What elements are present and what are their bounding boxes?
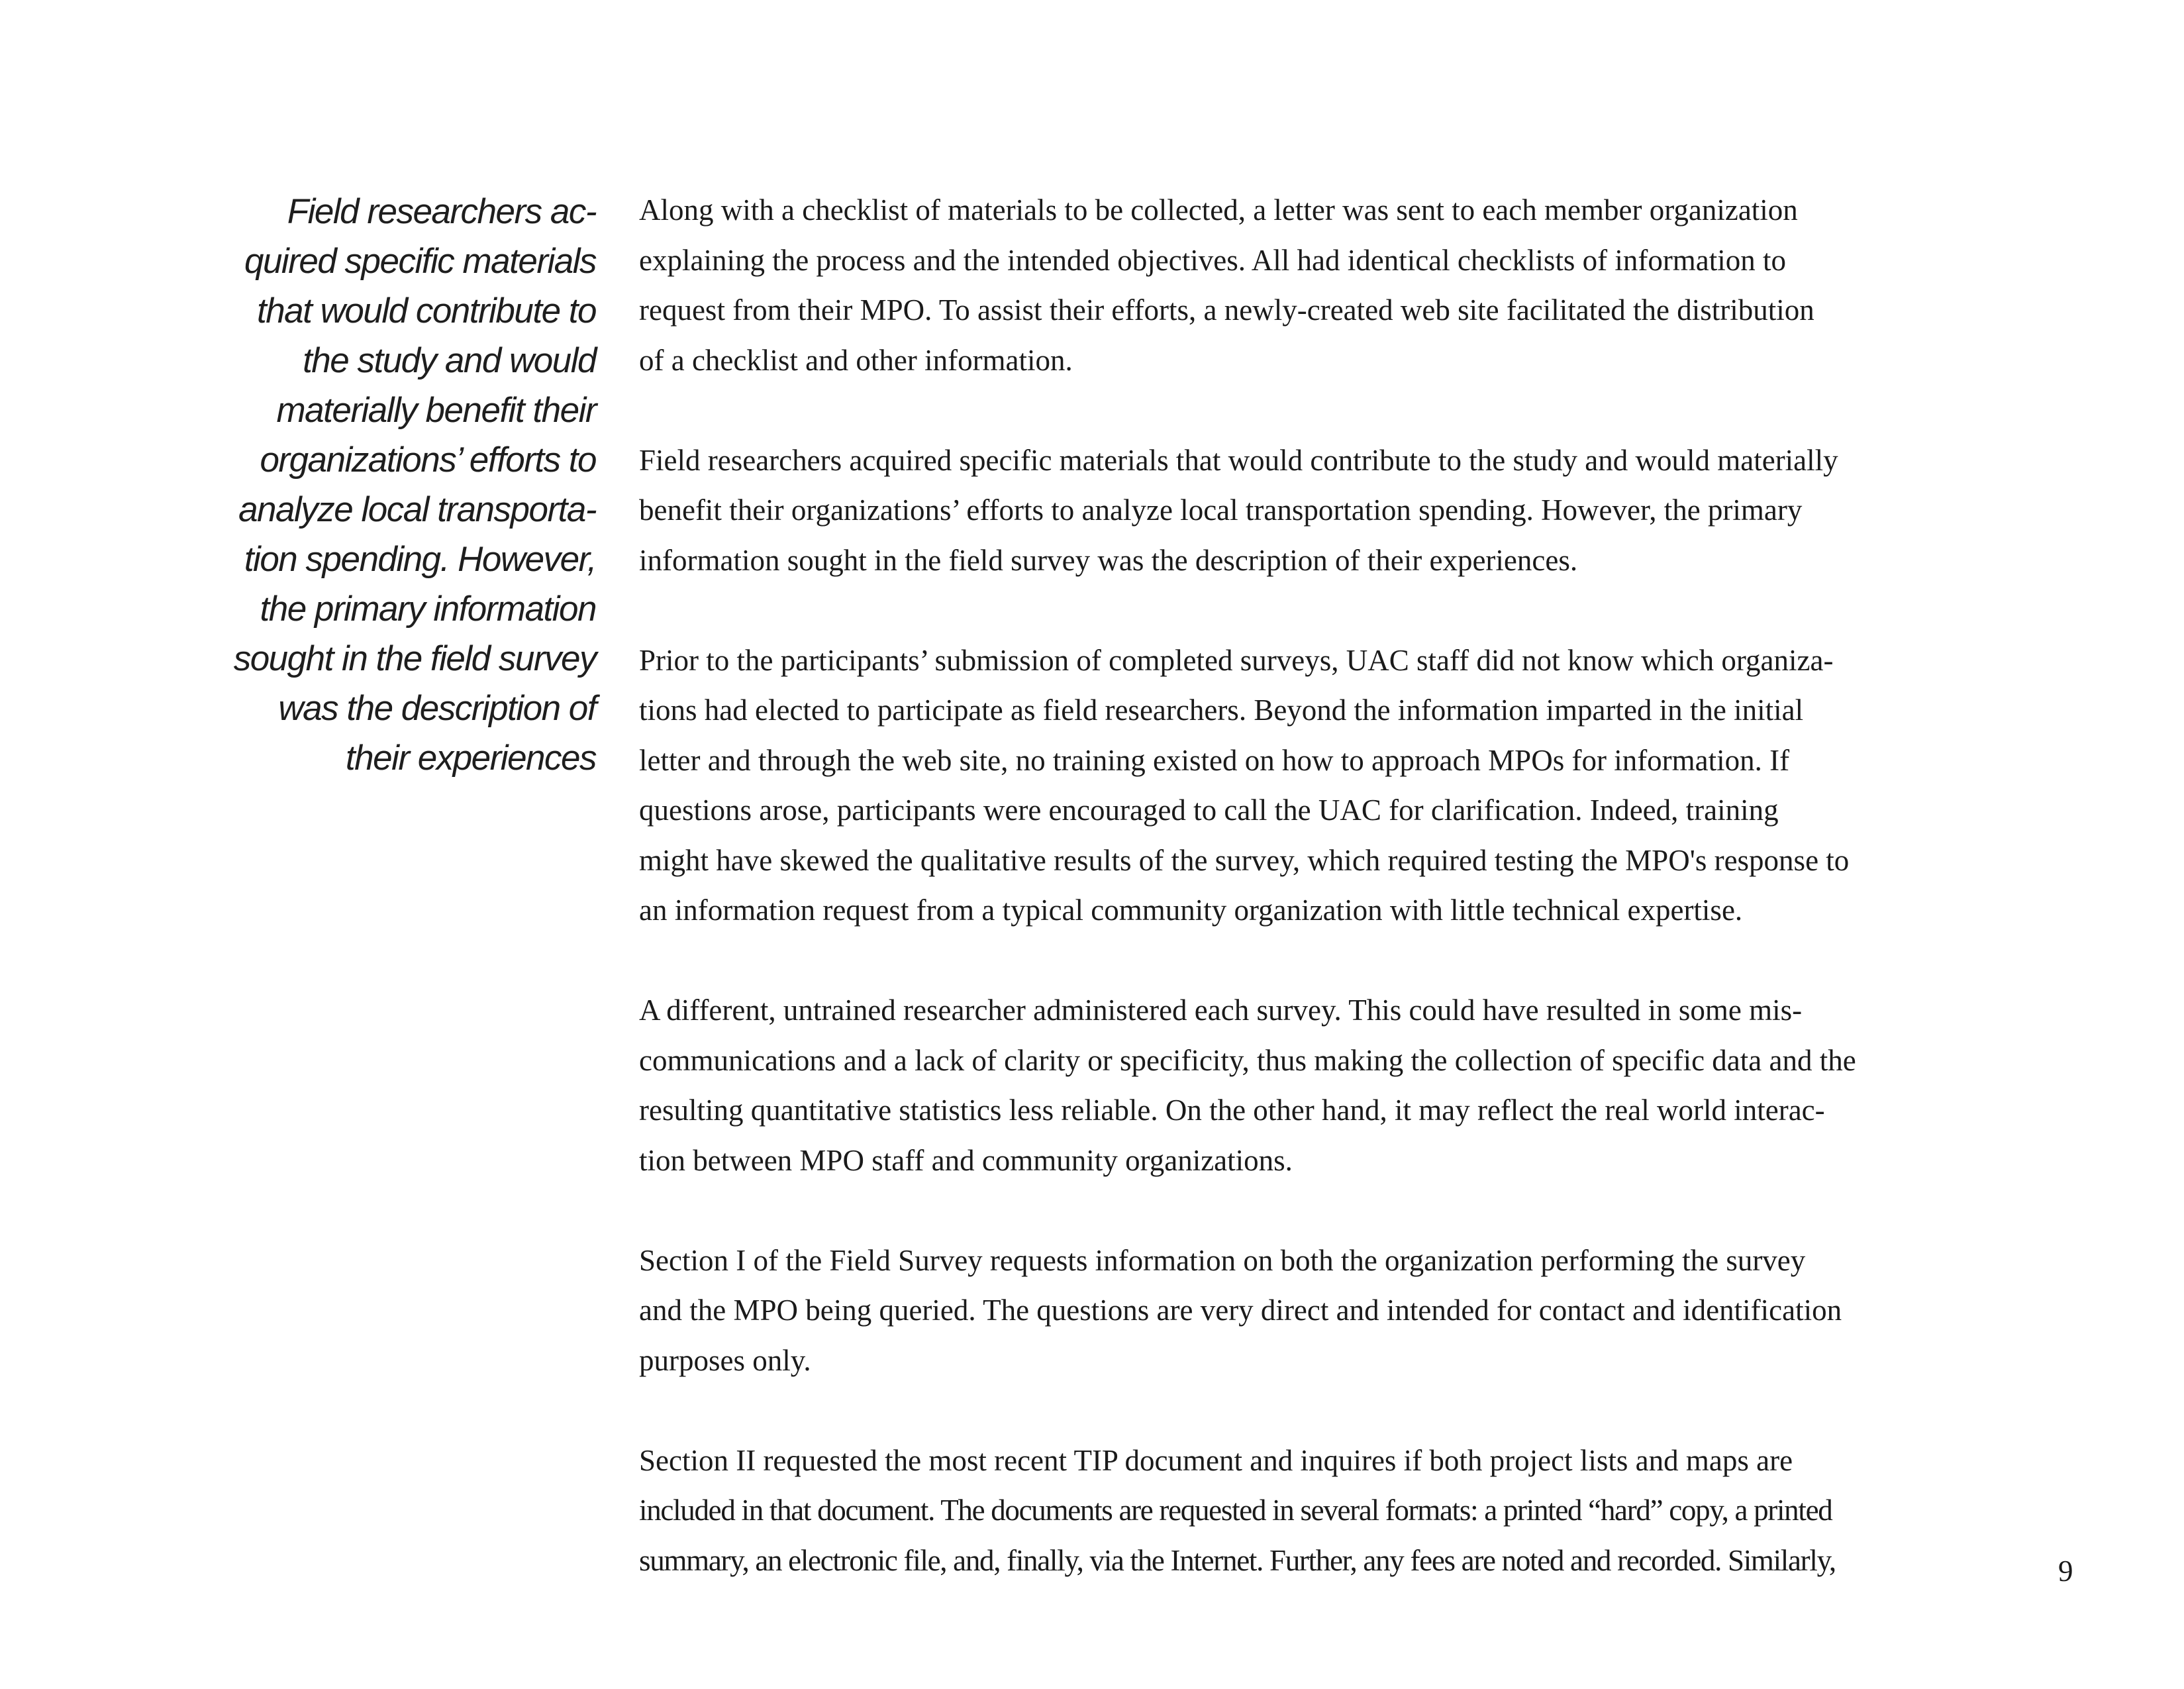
text-line: of a checklist and other information.	[639, 343, 1073, 377]
paragraph-section-one	[639, 1236, 1990, 1386]
text-line: explaining the process and the intended objectives. All had identical checklists of information to	[639, 243, 1787, 277]
text-line: tions had elected to participate as field researchers. Beyond the information imparted in the initial	[639, 693, 1804, 727]
text-line: Along with a checklist of materials to be collected, a letter was sent to each member organization	[639, 193, 1798, 227]
text-line: Section I of the Field Survey requests information on both the organization performing the survey	[639, 1243, 1806, 1277]
page-number: 9	[2058, 1555, 2073, 1588]
pull-quote-line: tion spending. However,	[244, 540, 596, 579]
text-line: letter and through the web site, no training existed on how to approach MPOs for information. If	[639, 743, 1790, 777]
text-line: request from their MPO. To assist their efforts, a newly-created web site facilitated the distribution	[639, 293, 1814, 327]
text-line: questions arose, participants were encouraged to call the UAC for clarification. Indeed, training	[639, 793, 1779, 827]
body-text	[639, 185, 1990, 1636]
paragraph-section-two	[639, 1436, 1990, 1586]
text-line: A different, untrained researcher administered each survey. This could have resulted in some mis-	[639, 994, 1803, 1027]
text-line: benefit their organizations’ efforts to analyze local transportation spending. However, the primary	[639, 493, 1803, 527]
text-line: Prior to the participants’ submission of completed surveys, UAC staff did not know which organiza-	[639, 643, 1834, 677]
text-line: resulting quantitative statistics less reliable. On the other hand, it may reflect the real world interac-	[639, 1094, 1825, 1127]
pull-quote-line: materially benefit their	[276, 391, 596, 430]
text-line: summary, an electronic file, and, finally, via the Internet. Further, any fees are noted and recorded. Similarly,	[639, 1543, 1836, 1577]
pull-quote-line: quired specific materials	[244, 242, 596, 281]
pull-quote-line: was the description of	[278, 689, 596, 728]
text-line: and the MPO being queried. The questions are very direct and intended for contact and identification	[639, 1294, 1842, 1327]
paragraph-training	[639, 636, 1990, 936]
text-line: might have skewed the qualitative results of the survey, which required testing the MPO's response to	[639, 843, 1850, 877]
pull-quote-line: sought in the field survey	[233, 639, 596, 678]
text-line: information sought in the field survey was the description of their experiences.	[639, 543, 1578, 577]
text-line: tion between MPO staff and community organizations.	[639, 1143, 1293, 1177]
pull-quote-line: the study and would	[303, 341, 596, 380]
text-line: purposes only.	[639, 1343, 811, 1377]
text-line: included in that document. The documents are requested in several formats: a printed “hard” copy, a printed	[639, 1494, 1832, 1527]
paragraph-checklist-letter	[639, 185, 1990, 385]
pull-quote-line: their experiences	[345, 739, 596, 778]
text-line: Section II requested the most recent TIP document and inquires if both project lists and maps are	[639, 1443, 1793, 1477]
pull-quote-line: the primary information	[260, 589, 596, 629]
pull-quote-line: analyze local transporta-	[238, 490, 596, 529]
text-line: communications and a lack of clarity or specificity, thus making the collection of specific data and the	[639, 1043, 1856, 1077]
paragraph-untrained-researcher	[639, 986, 1990, 1186]
paragraph-field-researchers	[639, 436, 1990, 586]
pull-quote-line: Field researchers ac-	[287, 192, 596, 231]
text-line: Field researchers acquired specific materials that would contribute to the study and would materially	[639, 443, 1838, 477]
pull-quote-line: that would contribute to	[256, 291, 596, 331]
text-line: an information request from a typical community organization with little technical expertise.	[639, 894, 1743, 927]
pull-quote	[199, 187, 596, 783]
pull-quote-line: organizations’ efforts to	[260, 440, 596, 480]
